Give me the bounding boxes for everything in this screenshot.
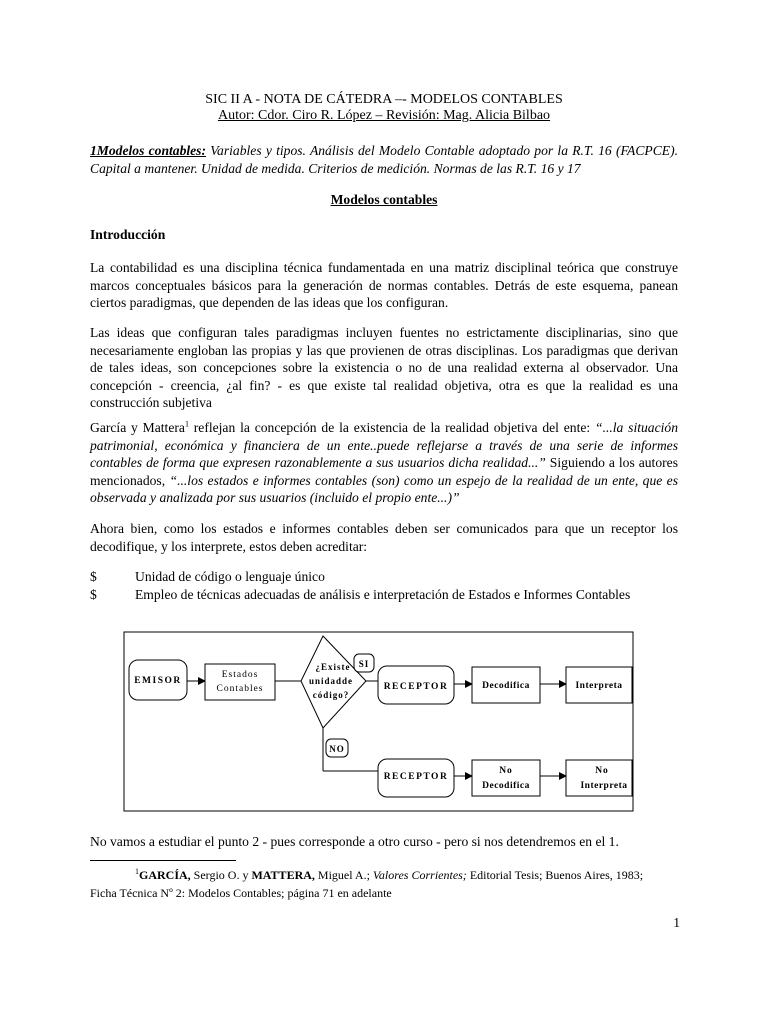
footnote-text-2: Miguel A.; (314, 868, 373, 882)
page-number: 1 (673, 915, 680, 930)
paragraph-4-text: Ahora bien, como los estados e informes contables deben ser comunicados para que un receptor los decodifique, y los interprete, estos deben acreditar: (90, 521, 678, 554)
footnote-number: 1 (135, 867, 139, 876)
footnote (90, 866, 690, 902)
bullet-symbol: $ (90, 587, 97, 602)
si-label: SI (358, 659, 370, 669)
decodifica-label: Decodifica (482, 681, 530, 691)
footnote-line-1 (90, 866, 690, 884)
section-title: Modelos contables (330, 192, 438, 207)
footnote-ref: 1 (184, 419, 189, 429)
decision-label-3: código? (312, 690, 350, 700)
footnote-text-1: Sergio O. y (190, 868, 252, 882)
no-interpreta-label-2: Interpreta (580, 781, 628, 791)
receptor-top-label: RECEPTOR (383, 682, 449, 692)
bullet-symbol: $ (90, 569, 97, 584)
no-label: NO (329, 744, 345, 754)
paragraph-5-text: No vamos a estudiar el punto 2 - pues corresponde a otro curso - pero si nos detendremos en el 1. (90, 834, 619, 849)
quote-2: “...los estados e informes contables (son) como un espejo de la realidad de un ente, que es observada y analizada por sus usuarios (incluido el propio ente...)” (90, 472, 678, 506)
estados-label-2: Contables (216, 684, 264, 694)
quote-1: “...la situación patrimonial, económica y financiera de un ente..puede reflejarse a través de una serie de informes contables de forma que expresen razonablemente a sus usuarios dicha realidad...” (90, 420, 679, 471)
estados-label-1: Estados (221, 670, 259, 680)
paragraph-1-text: La contabilidad es una disciplina técnica fundamentada en una matriz disciplinal teórica que construye marcos conceptuales básicos para la generación de normas contables. Detrás de este esquema, panean ciertos paradigmas, que dependen de las ideas que los configuran. (90, 260, 678, 311)
decision-label-2: unidadde (308, 676, 354, 686)
footnote-text-3: Editorial Tesis; Buenos Aires, 1983; (466, 868, 644, 882)
paragraph-3-text-b: Siguiendo a los autores mencionados, (90, 455, 678, 488)
no-decodifica-label-1: No (499, 766, 513, 776)
decision-label-1: ¿Existe (315, 662, 351, 672)
footnote-book: Valores Corrientes; (372, 868, 467, 882)
footnote-author-2: MATTERA, (251, 868, 315, 882)
author-line: Autor: Cdor. Ciro R. López – Revisión: Mag. Alicia Bilbao (217, 108, 551, 123)
topic-text: Variables y tipos. Análisis del Modelo Contable adoptado por la R.T. 16 (FACPCE). Capital a mantener. Unidad de medida. Criterios de medición. Normas de las R.T. 16 y 17 (90, 143, 678, 176)
subsection-title: Introducción (90, 227, 166, 242)
receptor-bottom-label: RECEPTOR (383, 772, 449, 782)
no-decodifica-label-2: Decodifica (482, 781, 530, 791)
no-interpreta-label-1: No (595, 766, 609, 776)
footnote-author-1: GARCÍA, (139, 868, 191, 882)
bullet-text: Unidad de código o lenguaje único (135, 569, 325, 584)
citation-authors: García y Mattera (90, 420, 185, 435)
interpreta-label: Interpreta (575, 681, 623, 691)
bullet-text: Empleo de técnicas adecuadas de análisis e interpretación de Estados e Informes Contables (135, 587, 631, 602)
paragraph-3-text-a: reflejan la concepción de la existencia de la realidad objetiva del ente: (188, 420, 596, 435)
emisor-label: EMISOR (134, 676, 182, 686)
document-title: SIC II A - NOTA DE CÁTEDRA –- MODELOS CONTABLES (205, 92, 563, 107)
paragraph-5 (90, 833, 678, 851)
footnote-separator (90, 860, 236, 861)
footnote-line-2: Ficha Técnica Nº 2: Modelos Contables; página 71 en adelante (90, 886, 392, 900)
paragraph-2-text: Las ideas que configuran tales paradigmas incluyen fuentes no estrictamente disciplinarias, sino que necesariamente engloban las propias y las que provienen de otras disciplinas. Los paradigmas que derivan de tales ideas, son concepciones sobre la existencia o no de una realidad externa al observador. Una concepción - creencia, ¿al fin? - es que existe tal realidad objetiva, otra es que la realidad es una construcción subjetiva (90, 325, 678, 411)
topic-label: 1Modelos contables: (90, 143, 207, 158)
